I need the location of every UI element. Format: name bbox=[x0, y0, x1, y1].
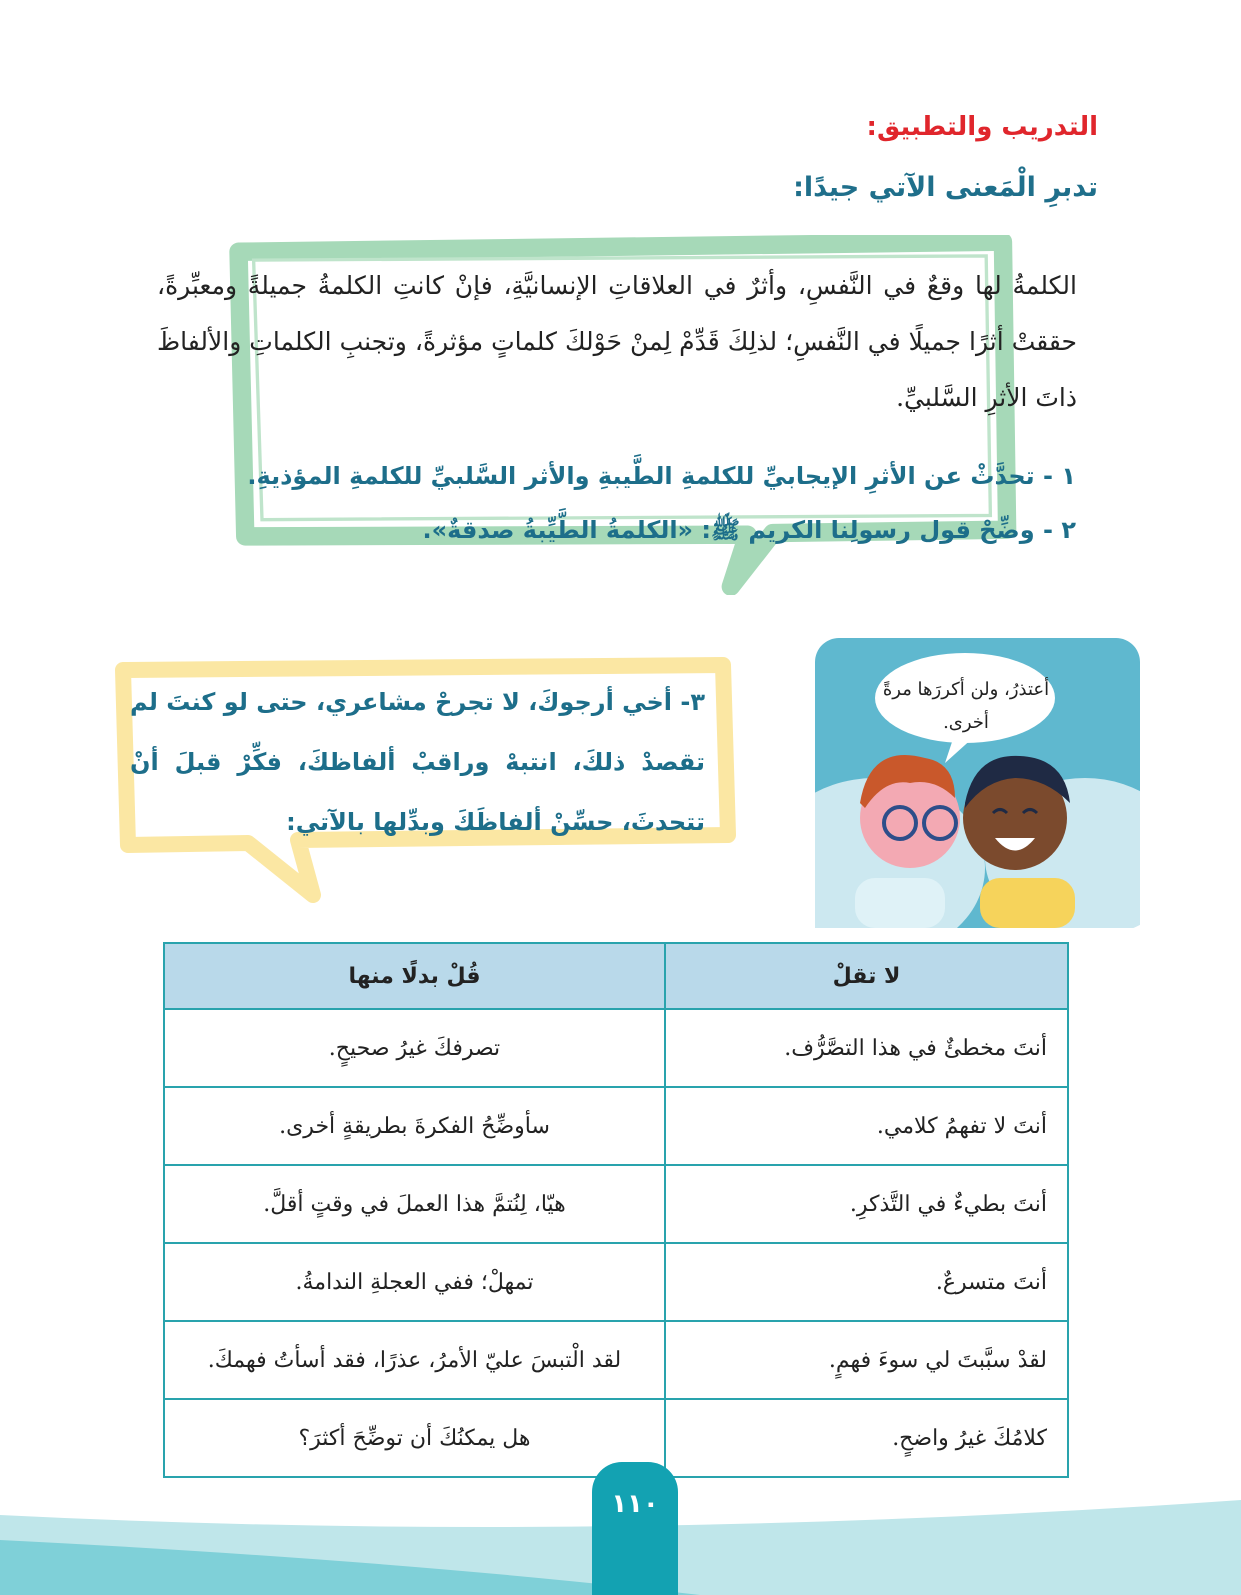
dont-say-cell: أنتَ مخطئٌ في هذا التصَّرُّف. bbox=[665, 1009, 1068, 1087]
word-replacement-table bbox=[163, 942, 1069, 1478]
dont-say-cell: لقدْ سبَّبتَ لي سوءَ فهمٍ. bbox=[665, 1321, 1068, 1399]
question-2: ٢ - وضِّحْ قول رسولِنا الكريم ﷺ: «الكلمةُ الطَّيِّبةُ صدقةٌ». bbox=[422, 516, 1076, 544]
say-instead-cell: سأوضِّحُ الفكرةَ بطريقةٍ أخرى. bbox=[164, 1087, 665, 1165]
table-row bbox=[164, 1087, 1068, 1165]
table-row bbox=[164, 1321, 1068, 1399]
say-instead-cell: تمهلْ؛ ففي العجلةِ الندامةُ. bbox=[164, 1243, 665, 1321]
say-instead-cell: هيّا، لِنُتمَّ هذا العملَ في وقتٍ أقلَّ. bbox=[164, 1165, 665, 1243]
question-1: ١ - تحدَّثْ عن الأثرِ الإيجابيِّ للكلمةِ الطَّيبةِ والأثر السَّلبيِّ للكلمةِ المؤذيةِ. bbox=[247, 462, 1076, 490]
say-instead-cell: تصرفكَ غيرُ صحيحٍ. bbox=[164, 1009, 665, 1087]
dont-say-cell: كلامُكَ غيرُ واضحٍ. bbox=[665, 1399, 1068, 1477]
page-number: ١١٠ bbox=[592, 1462, 678, 1595]
dont-say-cell: أنتَ متسرعٌ. bbox=[665, 1243, 1068, 1321]
table-header-row bbox=[164, 943, 1068, 1009]
header-say-instead: قُلْ بدلًا منها bbox=[164, 943, 665, 1009]
question-3: ٣- أخي أرجوكَ، لا تجرحْ مشاعري، حتى لو كنتَ لم تقصدْ ذلكَ، انتبهْ وراقبْ ألفاظكَ، فكِّرْ قبلَ أنْ تتحدثَ، حسِّنْ ألفاظَكَ وبدِّلها بالآتي: bbox=[130, 688, 705, 836]
speech-bubble-text: أعتذرُ، ولن أكررَها مرةً أخرى. bbox=[882, 679, 1050, 733]
dont-say-cell: أنتَ بطيءٌ في التَّذكرِ. bbox=[665, 1165, 1068, 1243]
say-instead-cell: هل يمكنُكَ أن توضِّحَ أكثرَ؟ bbox=[164, 1399, 665, 1477]
table-row bbox=[164, 1243, 1068, 1321]
instruction-heading: تدبرِ الْمَعنى الآتي جيدًا: bbox=[793, 172, 1098, 203]
passage-text: الكلمةُ لها وقعٌ في النَّفسِ، وأثرٌ في العلاقاتِ الإنسانيَّةِ، فإنْ كانتِ الكلمةُ جميلةً ومعبِّرةً، حققتْ أثرًا جميلًا في النَّفسِ؛ لذلِكَ قَدِّمْ لِمنْ حَوْلكَ كلماتٍ مؤثرةً، وتجنبِ الكلماتِ والألفاظَ ذاتَ الأثرِ السَّلبيِّ. bbox=[157, 271, 1077, 412]
header-dont-say: لا تقلْ bbox=[665, 943, 1068, 1009]
say-instead-cell: لقد الْتبسَ عليّ الأمرُ، عذرًا، فقد أسأتُ فهمكَ. bbox=[164, 1321, 665, 1399]
table-row bbox=[164, 1009, 1068, 1087]
dont-say-cell: أنتَ لا تفهمُ كلامي. bbox=[665, 1087, 1068, 1165]
section-title: التدريب والتطبيق: bbox=[866, 112, 1098, 142]
table-row bbox=[164, 1165, 1068, 1243]
